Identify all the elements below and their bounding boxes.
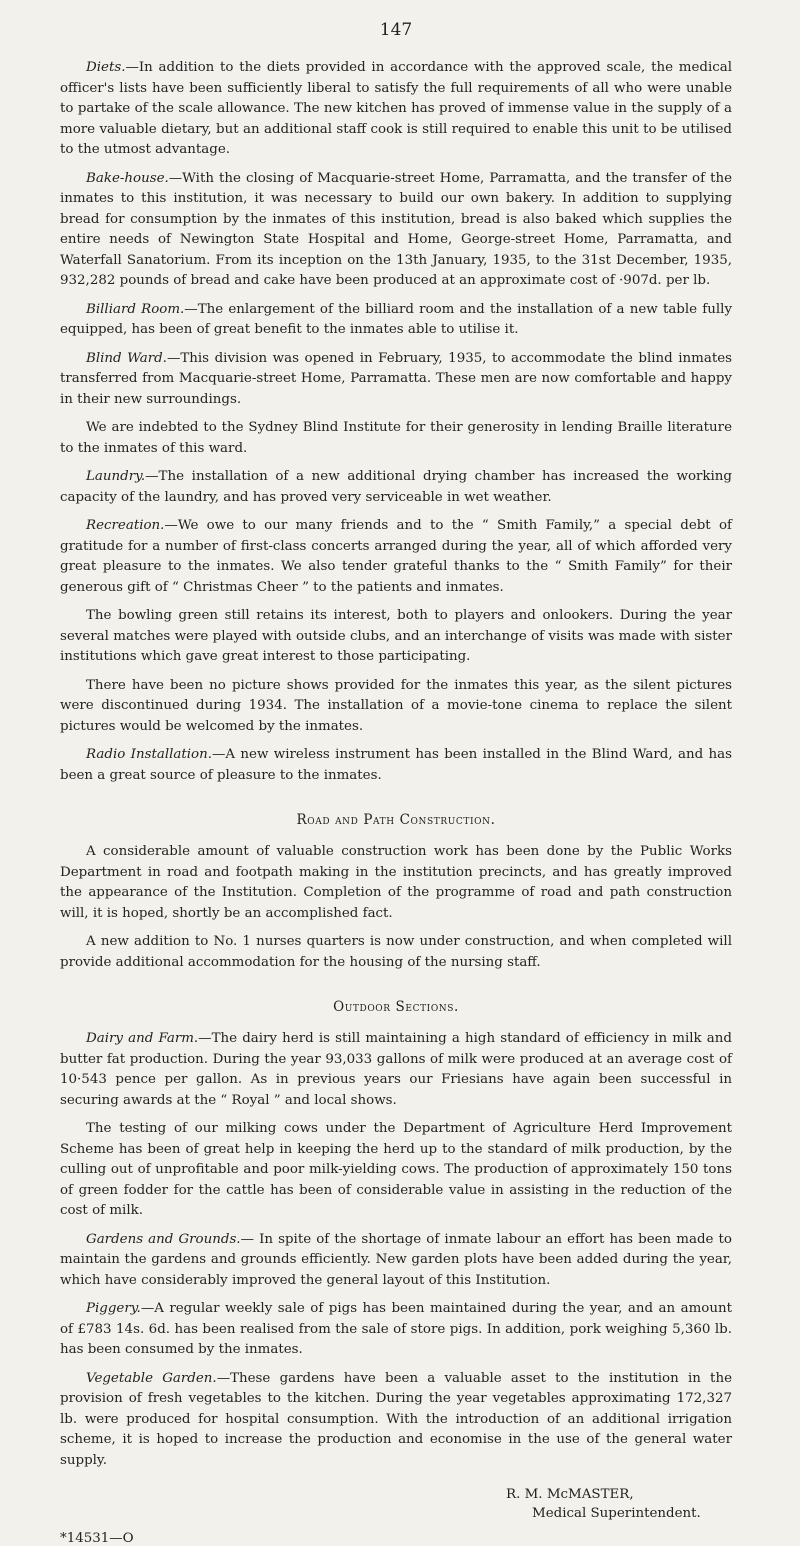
paragraph-heading: Billiard Room.	[86, 301, 185, 317]
paragraph-vegetable-garden	[60, 1369, 732, 1472]
paragraph-dairy	[60, 1029, 732, 1111]
paragraph-heading: Laundry.	[86, 469, 146, 484]
paragraph-radio	[60, 745, 732, 786]
paragraph-piggery	[60, 1299, 732, 1361]
paragraph-diets	[60, 58, 732, 161]
page-number: 147	[379, 20, 413, 40]
paragraph-text: —A regular weekly sale of pigs has been maintained during the year, and an amount of £783 14s. 6d. has been realised from the sale of store pigs. In addition, pork weighing 5,360 lb. has been consumed by the inmates.	[60, 1301, 732, 1357]
paragraph-text: The bowling green still retains its interest, both to players and onlookers. During the year several matches were played with outside clubs, and an interchange of visits was made with sister institutions which gave great interest to those participating.	[60, 608, 732, 664]
paragraph-nurses-quarters: A new addition to No. 1 nurses quarters is now under construction, and when completed will provide additional accommodation for the housing of the nursing staff.	[60, 934, 732, 970]
paragraph-heading: Diets.	[86, 60, 126, 75]
paragraph-gardens	[60, 1230, 732, 1292]
paragraph-heading: Radio Installation.	[86, 747, 212, 762]
road-section	[60, 812, 732, 973]
paragraph-heading: Dairy and Farm.	[86, 1031, 199, 1046]
paragraph-picture-shows	[60, 676, 732, 738]
section-heading-outdoor: Outdoor Sections.	[333, 999, 459, 1015]
paragraph-text: —We owe to our many friends and to the “ Smith Family,” a special debt of gratitude for a number of first-class concerts arranged during the year, all of which afforded very great pleasure to the inmates. We also tender grateful thanks to the “ Smith Family” for their generous gift of “ Christmas Cheer ” to the patients and inmates.	[60, 518, 732, 595]
paragraph-text: —The dairy herd is still maintaining a high standard of efficiency in milk and butter fat production. During the year 93,033 gallons of milk were produced at an average cost of 10·543 pence per gallon. As in previous years our Friesians have again been successful in securing awards at the “ Royal ” and local shows.	[60, 1031, 732, 1108]
paragraph-milking-cows	[60, 1119, 732, 1222]
paragraph-text: —The installation of a new additional drying chamber has increased the working capacity of the laundry, and has proved very serviceable in wet weather.	[60, 469, 732, 505]
paragraph-heading: Bake-house.	[86, 170, 169, 186]
paragraph-text: —A new wireless instrument has been installed in the Blind Ward, and has been a great source of pleasure to the inmates.	[60, 747, 732, 783]
paragraph-text: We are indebted to the Sydney Blind Institute for their generosity in lending Braille literature to the inmates of this ward.	[60, 420, 732, 456]
paragraph-billiard-room	[60, 300, 732, 341]
paragraph-laundry	[60, 467, 732, 508]
outdoor-section	[60, 999, 732, 1471]
signature-name: R. M. McMASTER,	[506, 1487, 634, 1502]
paragraph-heading: Piggery.	[86, 1301, 141, 1316]
paragraph-blind-ward	[60, 349, 732, 411]
paragraph-recreation	[60, 516, 732, 598]
section-heading-road: Road and Path Construction.	[296, 812, 496, 828]
paragraph-heading: Recreation.	[86, 518, 165, 533]
paragraph-heading: Vegetable Garden.	[86, 1370, 217, 1386]
signature-block	[60, 1485, 732, 1523]
paragraph-text: —These gardens have been a valuable asset to the institution in the provision of fresh vegetables to the kitchen. During the year vegetables approximating 172,327 lb. were produced for hospital consumption. With the introduction of an additional irrigation scheme, it is hoped to increase the production and economise in the use of the general water supply.	[60, 1370, 732, 1468]
paragraph-heading: Gardens and Grounds.	[86, 1231, 241, 1247]
paragraph-text: —With the closing of Macquarie-street Home, Parramatta, and the transfer of the inmates to this institution, it was necessary to build our own bakery. In addition to supplying bread for consumption by the inmates of this institution, bread is also baked which supplies the entire needs of Newington State Hospital and Home, George-street Home, Parramatta, and Waterfall Sanatorium. From its inception on the 13th January, 1935, to the 31st December, 1935, 932,282 pounds of bread and cake have been produced at an approximate cost of ·907d. per lb.	[60, 170, 732, 288]
paragraph-road-works: A considerable amount of valuable construction work has been done by the Public Works Department in road and footpath making in the institution precincts, and has greatly improved the appearance of the Institution. Completion of the programme of road and path construction will, it is hoped, shortly be an accomplished fact.	[60, 844, 732, 921]
paragraph-text: — In spite of the shortage of inmate labour an effort has been made to maintain the gardens and grounds efficiently. New garden plots have been added during the year, which have considerably improved the general layout of this Institution.	[60, 1231, 732, 1288]
paragraph-text: —In addition to the diets provided in accordance with the approved scale, the medical officer's lists have been sufficiently liberal to satisfy the full requirements of all who were unable to partake of the scale allowance. The new kitchen has proved of immense value in the supply of a more valuable dietary, but an additional staff cook is still required to enable this unit to be utilised to the utmost advantage.	[60, 60, 732, 157]
paragraph-text: There have been no picture shows provided for the inmates this year, as the silent pictures were discontinued during 1934. The installation of a movie-tone cinema to replace the silent pictures would be welcomed by the inmates.	[60, 677, 732, 734]
paragraph-text: —The enlargement of the billiard room and the installation of a new table fully equipped, has been of great benefit to the inmates able to utilise it.	[60, 301, 733, 337]
paragraph-text: —This division was opened in February, 1935, to accommodate the blind inmates transferred from Macquarie-street Home, Parramatta. These men are now comfortable and happy in their new surroundings.	[60, 350, 733, 407]
paragraph-bowling	[60, 606, 732, 668]
paragraph-braille	[60, 418, 732, 459]
paragraph-text: The testing of our milking cows under the Department of Agriculture Herd Improvement Scheme has been of great help in keeping the herd up to the standard of milk production, by the culling out of unprofitable and poor milk-yielding cows. The production of approximately 150 tons of green fodder for the cattle has been of considerable value in assisting in the reduction of the cost of milk.	[60, 1121, 732, 1218]
print-reference: *14531—O	[60, 1531, 134, 1546]
signature-title: Medical Superintendent.	[532, 1506, 701, 1521]
intro-section	[60, 58, 732, 786]
paragraph-bake-house	[60, 169, 732, 292]
paragraph-heading: Blind Ward.	[86, 350, 167, 366]
